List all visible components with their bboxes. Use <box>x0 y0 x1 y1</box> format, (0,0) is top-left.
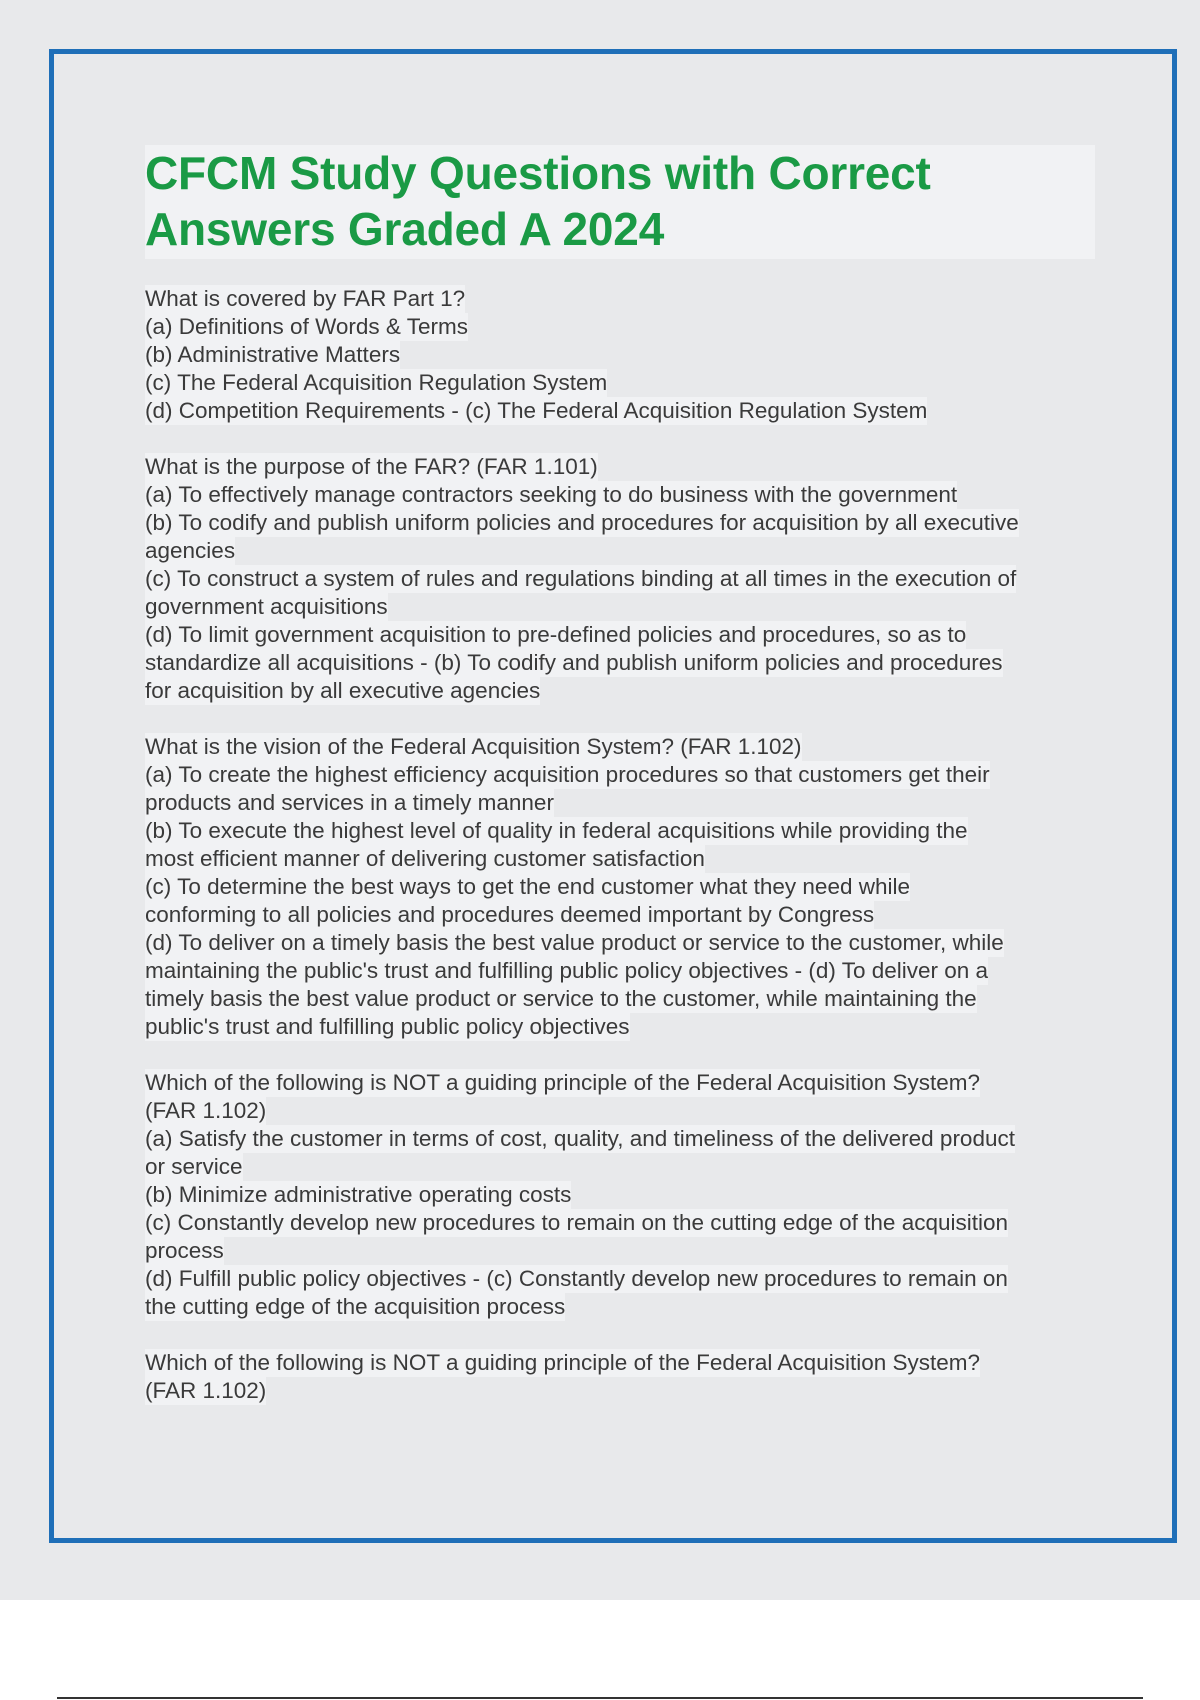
question-block <box>145 453 1095 705</box>
answer-line: or service <box>145 1154 243 1179</box>
title-line: CFCM Study Questions with Correct <box>145 147 931 199</box>
answer-line: standardize all acquisitions - (b) To codify and publish uniform policies and procedures <box>145 650 1003 675</box>
question-block <box>145 285 1095 425</box>
answer-line: agencies <box>145 538 236 563</box>
answer-line: (c) To determine the best ways to get the end customer what they need while <box>145 874 910 899</box>
answer-line: (d) Competition Requirements - (c) The Federal Acquisition Regulation System <box>145 398 928 423</box>
question-text: What is the vision of the Federal Acquisition System? (FAR 1.102) <box>145 734 802 759</box>
answer-line: (b) To execute the highest level of quality in federal acquisitions while providing the <box>145 818 968 843</box>
answer-line: (d) To limit government acquisition to pre-defined policies and procedures, so as to <box>145 622 967 647</box>
question-list <box>145 285 1095 1405</box>
question-text: Which of the following is NOT a guiding principle of the Federal Acquisition System? <box>145 1350 981 1375</box>
title-line: Answers Graded A 2024 <box>145 203 665 255</box>
answer-line: public's trust and fulfilling public policy objectives <box>145 1014 630 1039</box>
answer-line: (a) Definitions of Words & Terms <box>145 314 469 339</box>
answer-line: (a) Satisfy the customer in terms of cost, quality, and timeliness of the delivered product <box>145 1126 1015 1151</box>
answer-line: (b) Administrative Matters <box>145 342 401 367</box>
answer-line: (a) To effectively manage contractors seeking to do business with the government <box>145 482 958 507</box>
answer-line: (FAR 1.102) <box>145 1098 267 1123</box>
answer-line: (c) To construct a system of rules and regulations binding at all times in the execution of <box>145 566 1017 591</box>
answer-line: (a) To create the highest efficiency acquisition procedures so that customers get their <box>145 762 990 787</box>
question-text: Which of the following is NOT a guiding principle of the Federal Acquisition System? <box>145 1070 981 1095</box>
title-band <box>145 145 1095 259</box>
question-text: What is the purpose of the FAR? (FAR 1.101) <box>145 454 598 479</box>
answer-line: (FAR 1.102) <box>145 1378 267 1403</box>
footer-divider <box>57 1697 1143 1699</box>
answer-line: process <box>145 1238 224 1263</box>
answer-line: (b) Minimize administrative operating costs <box>145 1182 572 1207</box>
document-content <box>145 145 1095 1433</box>
question-block <box>145 1069 1095 1321</box>
answer-line: conforming to all policies and procedures deemed important by Congress <box>145 902 875 927</box>
answer-line: (b) To codify and publish uniform policies and procedures for acquisition by all executive <box>145 510 1019 535</box>
answer-line: (d) To deliver on a timely basis the best value product or service to the customer, while <box>145 930 1004 955</box>
answer-line: (c) Constantly develop new procedures to remain on the cutting edge of the acquisition <box>145 1210 1009 1235</box>
question-text: What is covered by FAR Part 1? <box>145 286 466 311</box>
answer-line: most efficient manner of delivering customer satisfaction <box>145 846 705 871</box>
answer-line: (d) Fulfill public policy objectives - (c) Constantly develop new procedures to remain on <box>145 1266 1008 1291</box>
answer-line: products and services in a timely manner <box>145 790 554 815</box>
question-block <box>145 1349 1095 1405</box>
answer-line: (c) The Federal Acquisition Regulation System <box>145 370 608 395</box>
answer-line: for acquisition by all executive agencies <box>145 678 541 703</box>
answer-line: maintaining the public's trust and fulfilling public policy objectives - (d) To deliver on a <box>145 958 989 983</box>
answer-line: the cutting edge of the acquisition process <box>145 1294 566 1319</box>
answer-line: timely basis the best value product or service to the customer, while maintaining the <box>145 986 977 1011</box>
answer-line: government acquisitions <box>145 594 388 619</box>
document-title <box>145 145 1095 257</box>
question-block <box>145 733 1095 1041</box>
